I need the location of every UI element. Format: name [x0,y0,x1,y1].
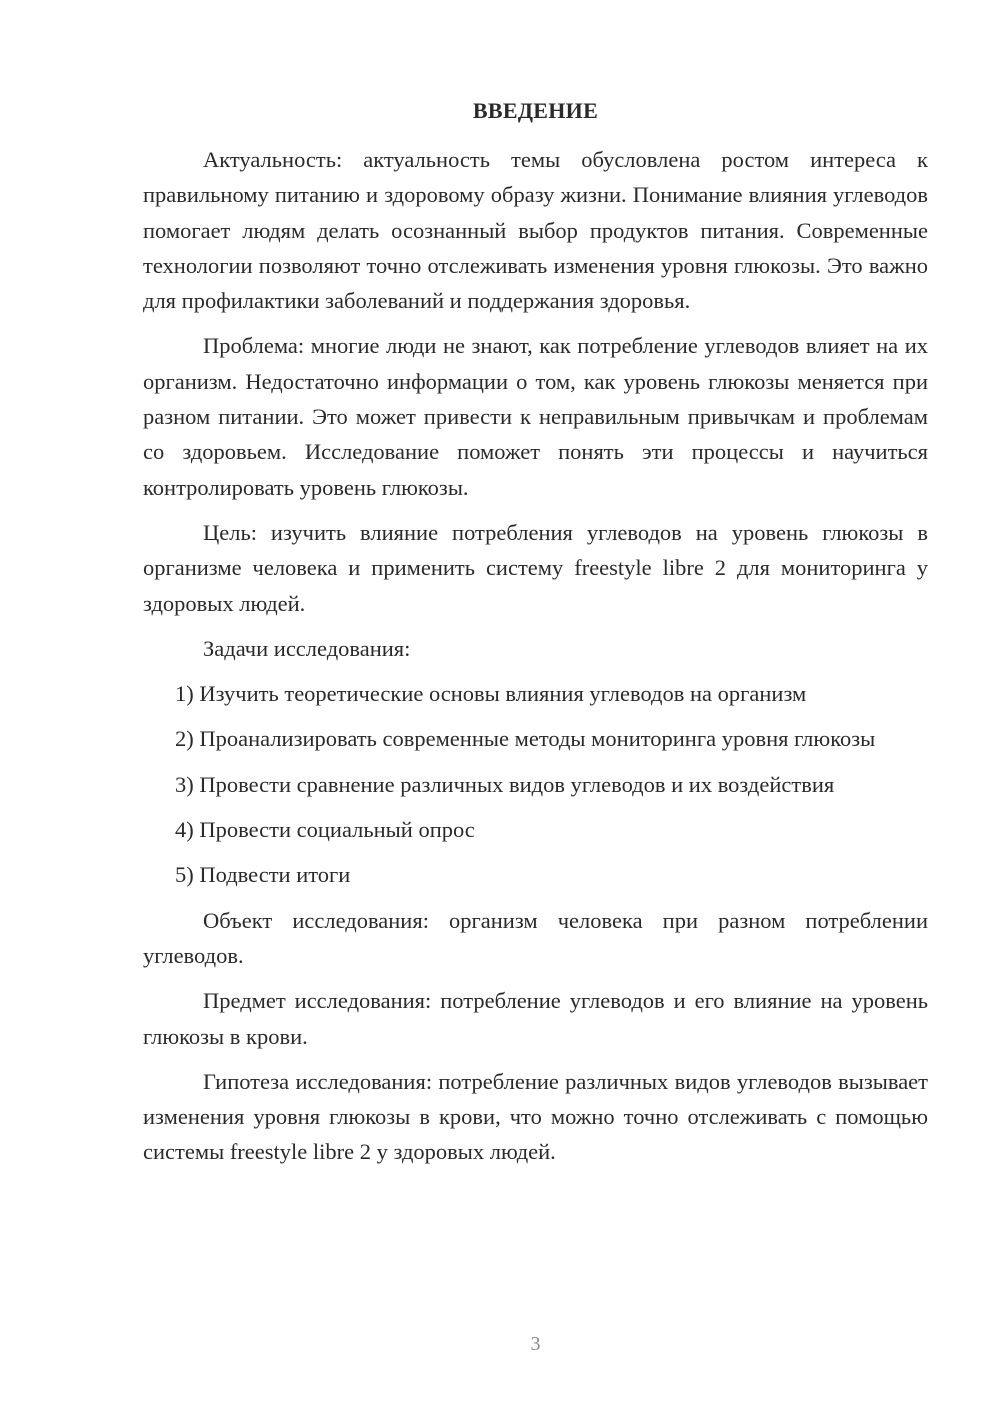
document-page [143,0,928,1414]
task-item: 1) Изучить теоретические основы влияния углеводов на организм [175,681,807,707]
paragraph-subject: Предмет исследования: потребление углеводов и его влияние на уровень глюкозы в крови. [143,988,928,1049]
paragraph-object: Объект исследования: организм человека при разном потреблении углеводов. [143,907,928,968]
paragraph-relevance: Актуальность: актуальность темы обусловлена ростом интереса к правильному питанию и здоровому образу жизни. Понимание влияния углеводов помогает людям делать осознанный выбор продуктов питания. Современные технологии позволяют точно отслеживать изменения уровня глюкозы. Это важно для профилактики заболеваний и поддержания здоровья. [143,147,928,314]
task-item: 3) Провести сравнение различных видов углеводов и их воздействия [175,771,835,797]
section-title: ВВЕДЕНИЕ [472,98,599,123]
task-item: 2) Проанализировать современные методы мониторинга уровня глюкозы [175,726,876,752]
task-item: 5) Подвести итоги [175,862,351,888]
tasks-heading: Задачи исследования: [203,635,411,661]
paragraph-goal: Цель: изучить влияние потребления углеводов на уровень глюкозы в организме человека и применить систему freestyle libre 2 для мониторинга у здоровых людей. [143,519,928,616]
page-number: 3 [530,1333,541,1355]
task-item: 4) Провести социальный опрос [175,817,475,843]
paragraph-problem: Проблема: многие люди не знают, как потребление углеводов влияет на их организм. Недостаточно информации о том, как уровень глюкозы меняется при разном питании. Это может привести к неправильным привычкам и проблемам со здоровьем. Исследование поможет понять эти процессы и научиться контролировать уровень глюкозы. [143,333,928,500]
paragraph-hypothesis: Гипотеза исследования: потребление различных видов углеводов вызывает изменения уровня глюкозы в крови, что можно точно отслеживать с помощью системы freestyle libre 2 у здоровых людей. [143,1068,928,1165]
document-body [143,142,928,1180]
